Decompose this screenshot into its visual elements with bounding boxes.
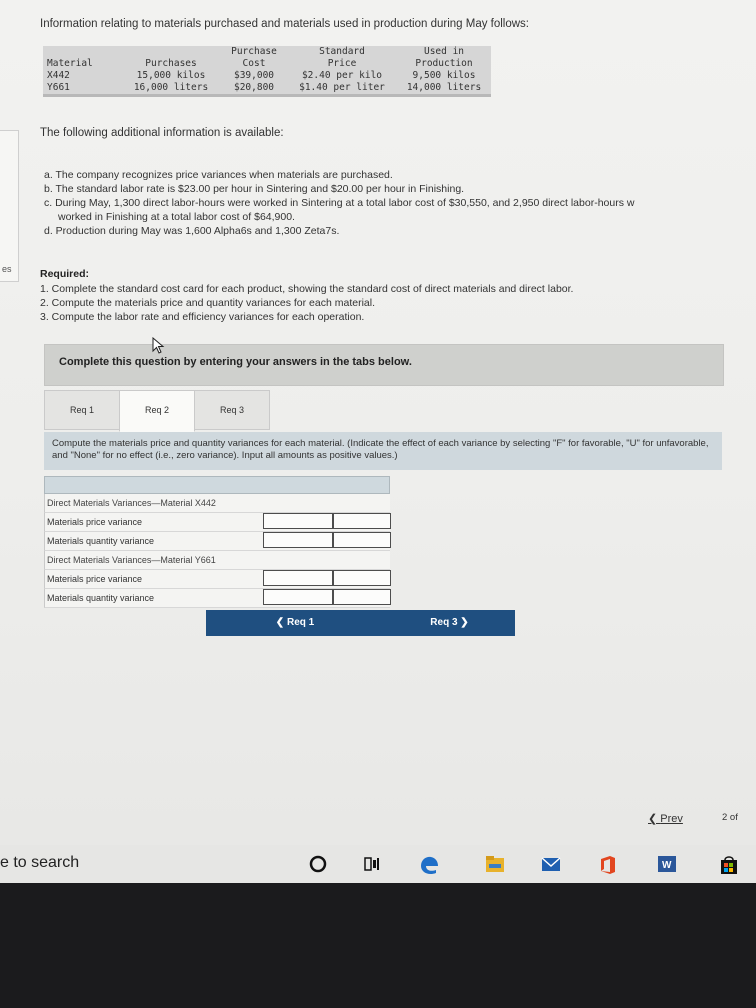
header-purchase-cost-2: Cost [242,58,266,69]
task-view-icon[interactable] [362,854,382,874]
list-item: worked in Finishing at a total labor cost of $64,900. [58,211,295,223]
cell-cost: $20,800 [233,82,275,93]
tab-req-1[interactable]: Req 1 [44,390,120,430]
table-row [43,70,491,82]
mail-icon[interactable] [540,854,560,874]
svg-text:W: W [662,860,672,871]
next-req-button[interactable] [384,610,515,636]
next-req-label: Req 3 [430,617,458,628]
additional-info-list [44,168,756,238]
banner-text: Complete this question by entering your answers in the tabs below. [59,356,412,368]
header-used-1: Used in [423,46,465,57]
table-row [44,570,390,589]
row-label: Materials price variance [47,517,143,527]
table-row [44,513,390,532]
tab-req-2[interactable]: Req 2 [119,390,195,432]
y661-quantity-variance-effect-select[interactable] [333,589,391,605]
table-row [44,494,390,513]
office-icon[interactable] [598,854,618,874]
list-item: d. Production during May was 1,600 Alpha6s and 1,300 Zeta7s. [44,225,340,237]
header-purchase-cost-1: Purchase [231,46,277,57]
x442-quantity-variance-amount-input[interactable] [263,532,333,548]
cell-purchases: 15,000 kilos [136,70,206,81]
answer-table [44,476,390,608]
list-item: a. The company recognizes price variances when materials are purchased. [44,169,393,181]
table-row [44,532,390,551]
answer-table-header [44,476,390,494]
list-item: b. The standard labor rate is $23.00 per hour in Sintering and $20.00 per hour in Finishing. [44,183,465,195]
y661-quantity-variance-amount-input[interactable] [263,589,333,605]
cell-used: 14,000 liters [406,82,482,93]
cortana-icon[interactable] [308,854,328,874]
prev-page-label: Prev [660,813,683,825]
monitor-bezel [0,883,756,1008]
y661-price-variance-effect-select[interactable] [333,570,391,586]
list-item: 1. Complete the standard cost card for each product, showing the standard cost of direct materials and direct labor. [40,283,574,295]
instructions-banner [44,344,724,386]
row-label: Materials price variance [47,574,143,584]
store-icon[interactable] [718,854,738,874]
question-instructions [44,432,722,470]
windows-taskbar [0,845,756,883]
mouse-pointer-icon [152,337,166,360]
chevron-right-icon: ❯ [457,617,469,628]
header-standard-price-1: Standard [319,46,365,57]
header-material: Material [47,58,93,69]
taskbar-search-box[interactable]: e to search [0,854,80,871]
tab-req-3[interactable]: Req 3 [194,390,270,430]
intro-text: Information relating to materials purchased and materials used in production during May follows: [40,18,530,30]
y661-price-variance-amount-input[interactable] [263,570,333,586]
header-purchases: Purchases [145,58,197,69]
file-explorer-icon[interactable] [484,854,504,874]
chevron-left-icon: ❮ [275,617,287,628]
x442-quantity-variance-effect-select[interactable] [333,532,391,548]
side-panel-label: es [2,264,12,274]
header-used-2: Production [415,58,473,69]
edge-icon[interactable] [418,854,438,874]
section-label: Direct Materials Variances—Material Y661 [47,555,216,565]
cell-material: Y661 [47,82,70,93]
cell-price: $1.40 per liter [299,82,385,93]
required-heading: Required: [40,268,90,280]
row-label: Materials quantity variance [47,536,155,546]
table-row [43,82,491,94]
prev-page-link[interactable] [648,812,683,825]
list-item: 3. Compute the labor rate and efficiency variances for each operation. [40,311,365,323]
table-row [44,551,390,570]
cell-purchases: 16,000 liters [133,82,209,93]
x442-price-variance-amount-input[interactable] [263,513,333,529]
row-label: Materials quantity variance [47,593,155,603]
additional-info-heading: The following additional information is available: [40,127,284,139]
cell-used: 9,500 kilos [412,70,476,81]
cell-cost: $39,000 [233,70,275,81]
cell-price: $2.40 per kilo [301,70,383,81]
x442-price-variance-effect-select[interactable] [333,513,391,529]
list-item: c. During May, 1,300 direct labor-hours were worked in Sintering at a total labor cost of $30,550, and 2,950 direct labor-hours w [44,197,635,209]
instructions-text: Compute the materials price and quantity variances for each material. (Indicate the effect of each variance by selecting "F" for favorable, "U" for unfavorable, and "None" for no effect (i.e., zero variance). Input all amounts as positive values.) [52,438,709,461]
side-panel-tab[interactable] [0,130,19,282]
table-row [44,589,390,608]
page-indicator: 2 of [722,812,738,823]
header-standard-price-2: Price [327,58,357,69]
chevron-left-icon: ❮ [648,813,661,825]
cell-material: X442 [47,70,70,81]
required-list [40,282,573,324]
materials-table [43,46,491,97]
list-item: 2. Compute the materials price and quantity variances for each material. [40,297,376,309]
word-icon[interactable] [656,854,676,874]
section-label: Direct Materials Variances—Material X442 [47,498,216,508]
prev-req-label: Req 1 [286,617,315,628]
prev-req-button[interactable] [206,610,384,636]
